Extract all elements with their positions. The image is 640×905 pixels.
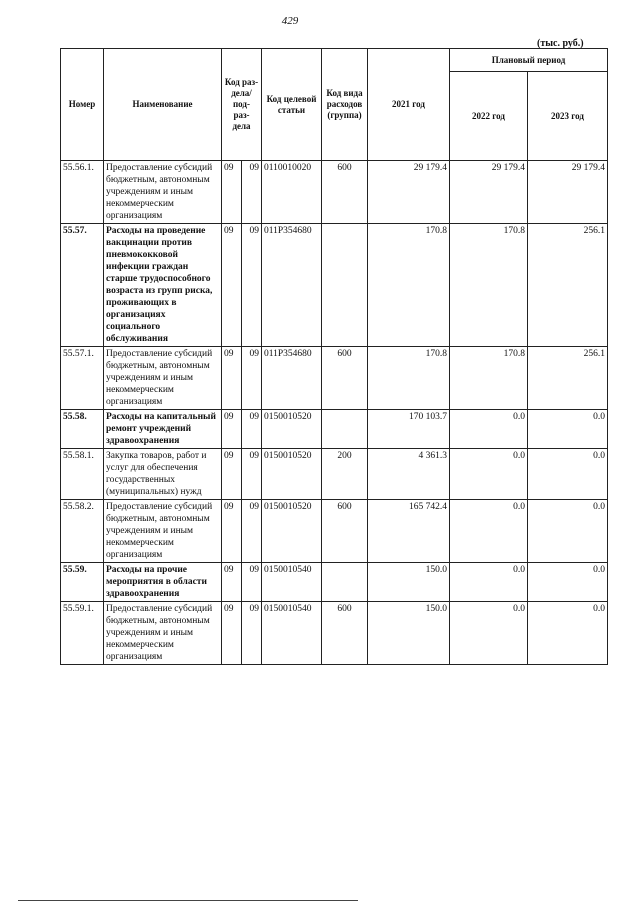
table-row [61,347,608,410]
row-name: Предоставление субсидий бюджетным, автономным учреждениям и иным некоммерческим организациям [104,347,222,410]
row-2022: 0.0 [450,602,528,665]
row-number: 55.56.1. [61,161,104,224]
row-expense-code: 600 [322,347,368,410]
row-subsection: 09 [242,224,262,347]
budget-table [60,48,608,665]
header-2021: 2021 год [368,49,450,161]
header-number: Номер [61,49,104,161]
row-section: 09 [222,449,242,500]
header-2022: 2022 год [450,72,528,161]
row-2021: 170.8 [368,224,450,347]
row-expense-code [322,563,368,602]
row-expense-code [322,224,368,347]
row-subsection: 09 [242,500,262,563]
page-number: 429 [281,15,299,27]
row-number: 55.58. [61,410,104,449]
row-2022: 170.8 [450,347,528,410]
row-number: 55.59. [61,563,104,602]
row-2023: 0.0 [528,602,608,665]
row-section: 09 [222,410,242,449]
table-row [61,449,608,500]
header-2023: 2023 год [528,72,608,161]
row-2023: 0.0 [528,500,608,563]
row-expense-code: 600 [322,602,368,665]
units-label: (тыс. руб.) [537,38,584,49]
row-subsection: 09 [242,449,262,500]
row-subsection: 09 [242,347,262,410]
row-expense-code: 600 [322,500,368,563]
row-number: 55.58.1. [61,449,104,500]
row-name: Расходы на прочие мероприятия в области здравоохранения [104,563,222,602]
row-target-code: 0110010020 [262,161,322,224]
row-2022: 0.0 [450,563,528,602]
row-expense-code: 200 [322,449,368,500]
table-row [61,500,608,563]
table-row [61,563,608,602]
row-target-code: 011P354680 [262,224,322,347]
row-target-code: 0150010540 [262,602,322,665]
row-target-code: 0150010540 [262,563,322,602]
row-name: Предоставление субсидий бюджетным, автономным учреждениям и иным некоммерческим организациям [104,500,222,563]
row-2022: 0.0 [450,500,528,563]
header-expense-code: Код вида расходов (группа) [322,49,368,161]
row-subsection: 09 [242,602,262,665]
row-target-code: 0150010520 [262,449,322,500]
row-name: Расходы на проведение вакцинации против пневмококковой инфекции граждан старше трудоспособного возраста из групп риска, проживающих в организациях социального обслуживания [104,224,222,347]
row-section: 09 [222,161,242,224]
row-2021: 4 361.3 [368,449,450,500]
row-name: Расходы на капитальный ремонт учреждений здравоохранения [104,410,222,449]
row-subsection: 09 [242,161,262,224]
row-2021: 165 742.4 [368,500,450,563]
row-2023: 0.0 [528,449,608,500]
row-expense-code: 600 [322,161,368,224]
row-2021: 29 179.4 [368,161,450,224]
table-row [61,161,608,224]
row-2023: 29 179.4 [528,161,608,224]
table-row [61,224,608,347]
row-2021: 170 103.7 [368,410,450,449]
table-row [61,410,608,449]
row-expense-code [322,410,368,449]
row-section: 09 [222,500,242,563]
row-2022: 0.0 [450,449,528,500]
row-section: 09 [222,347,242,410]
row-number: 55.58.2. [61,500,104,563]
row-section: 09 [222,563,242,602]
header-name: Наименование [104,49,222,161]
row-2023: 0.0 [528,410,608,449]
row-target-code: 011P354680 [262,347,322,410]
row-2022: 0.0 [450,410,528,449]
row-2022: 29 179.4 [450,161,528,224]
row-target-code: 0150010520 [262,500,322,563]
row-2023: 0.0 [528,563,608,602]
row-2021: 150.0 [368,602,450,665]
row-subsection: 09 [242,410,262,449]
row-target-code: 0150010520 [262,410,322,449]
row-section: 09 [222,224,242,347]
header-planned-period: Плановый период [450,49,608,72]
row-name: Предоставление субсидий бюджетным, автономным учреждениям и иным некоммерческим организациям [104,602,222,665]
row-name: Закупка товаров, работ и услуг для обеспечения государственных (муниципальных) нужд [104,449,222,500]
row-2021: 170.8 [368,347,450,410]
row-number: 55.59.1. [61,602,104,665]
header-target-code: Код целевой статьи [262,49,322,161]
row-section: 09 [222,602,242,665]
row-subsection: 09 [242,563,262,602]
row-name: Предоставление субсидий бюджетным, автономным учреждениям и иным некоммерческим организациям [104,161,222,224]
row-number: 55.57.1. [61,347,104,410]
footer-divider [18,900,358,901]
table-row [61,602,608,665]
row-2022: 170.8 [450,224,528,347]
row-2023: 256.1 [528,347,608,410]
row-2023: 256.1 [528,224,608,347]
header-section-code: Код раз- дела/ под- раз- дела [222,49,262,161]
row-2021: 150.0 [368,563,450,602]
row-number: 55.57. [61,224,104,347]
